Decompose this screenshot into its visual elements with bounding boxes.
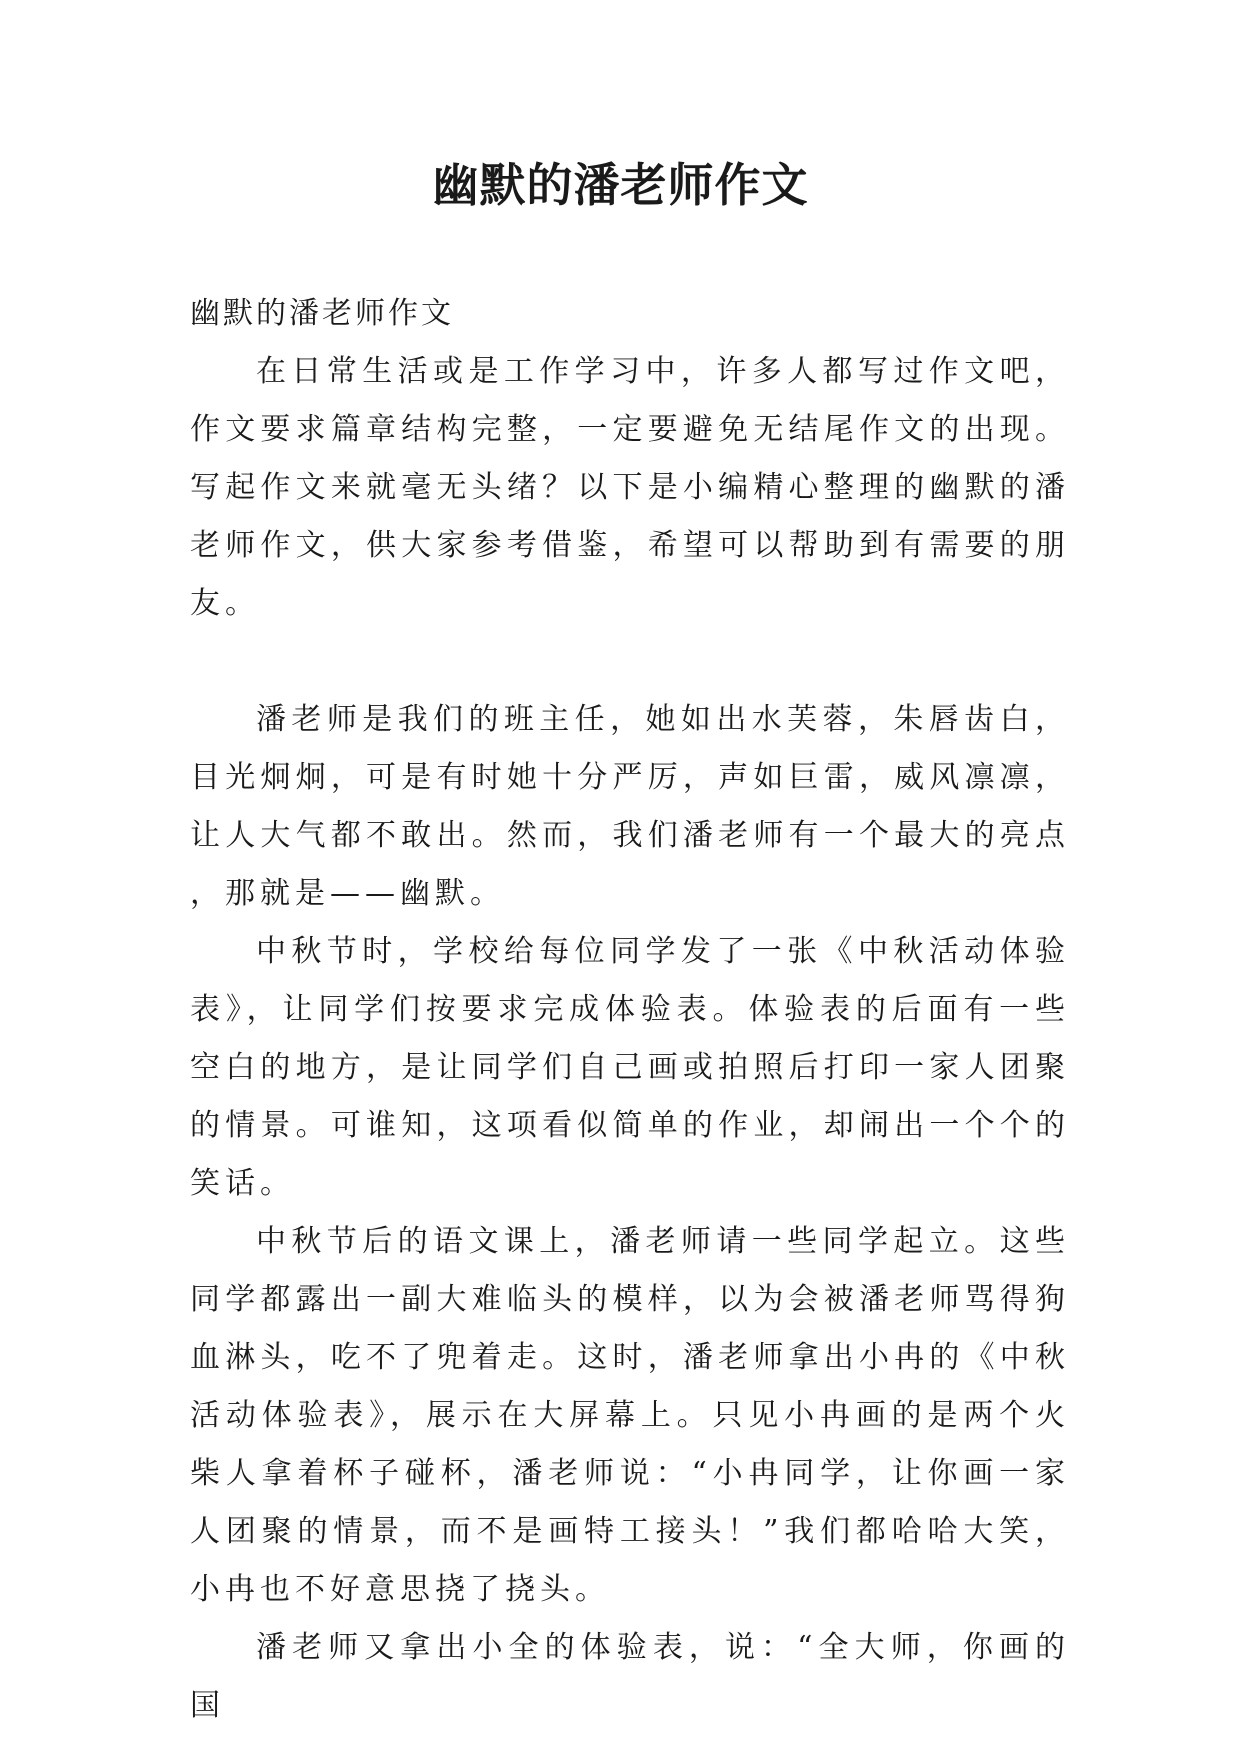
paragraph-intro: 在日常生活或是工作学习中，许多人都写过作文吧，作文要求篇章结构完整，一定要避免无结尾作文的出现。写起作文来就毫无头绪？以下是小编精心整理的幽默的潘老师作文，供大家参考借鉴，希望可以帮助到有需要的朋友。: [190, 354, 1070, 621]
paragraph: 潘老师又拿出小全的体验表，说：“全大师，你画的国: [190, 1630, 1070, 1723]
document-body: [190, 285, 1070, 1735]
paragraph: 潘老师是我们的班主任，她如出水芙蓉，朱唇齿白，目光炯炯，可是有时她十分严厉，声如巨雷，威风凛凛，让人大气都不敢出。然而，我们潘老师有一个最大的亮点，那就是——幽默。: [190, 702, 1070, 911]
document-title: 幽默的潘老师作文: [432, 158, 809, 212]
document-subtitle: 幽默的潘老师作文: [190, 296, 454, 331]
paragraph-spacer: [190, 633, 1070, 691]
paragraph: 中秋节时，学校给每位同学发了一张《中秋活动体验表》，让同学们按要求完成体验表。体验表的后面有一些空白的地方，是让同学们自己画或拍照后打印一家人团聚的情景。可谁知，这项看似简单的作业，却闹出一个个的笑话。: [190, 934, 1070, 1201]
paragraph: 中秋节后的语文课上，潘老师请一些同学起立。这些同学都露出一副大难临头的模样，以为会被潘老师骂得狗血淋头，吃不了兜着走。这时，潘老师拿出小冉的《中秋活动体验表》，展示在大屏幕上。只见小冉画的是两个火柴人拿着杯子碰杯，潘老师说：“小冉同学，让你画一家人团聚的情景，而不是画特工接头！”我们都哈哈大笑，小冉也不好意思挠了挠头。: [190, 1224, 1070, 1607]
